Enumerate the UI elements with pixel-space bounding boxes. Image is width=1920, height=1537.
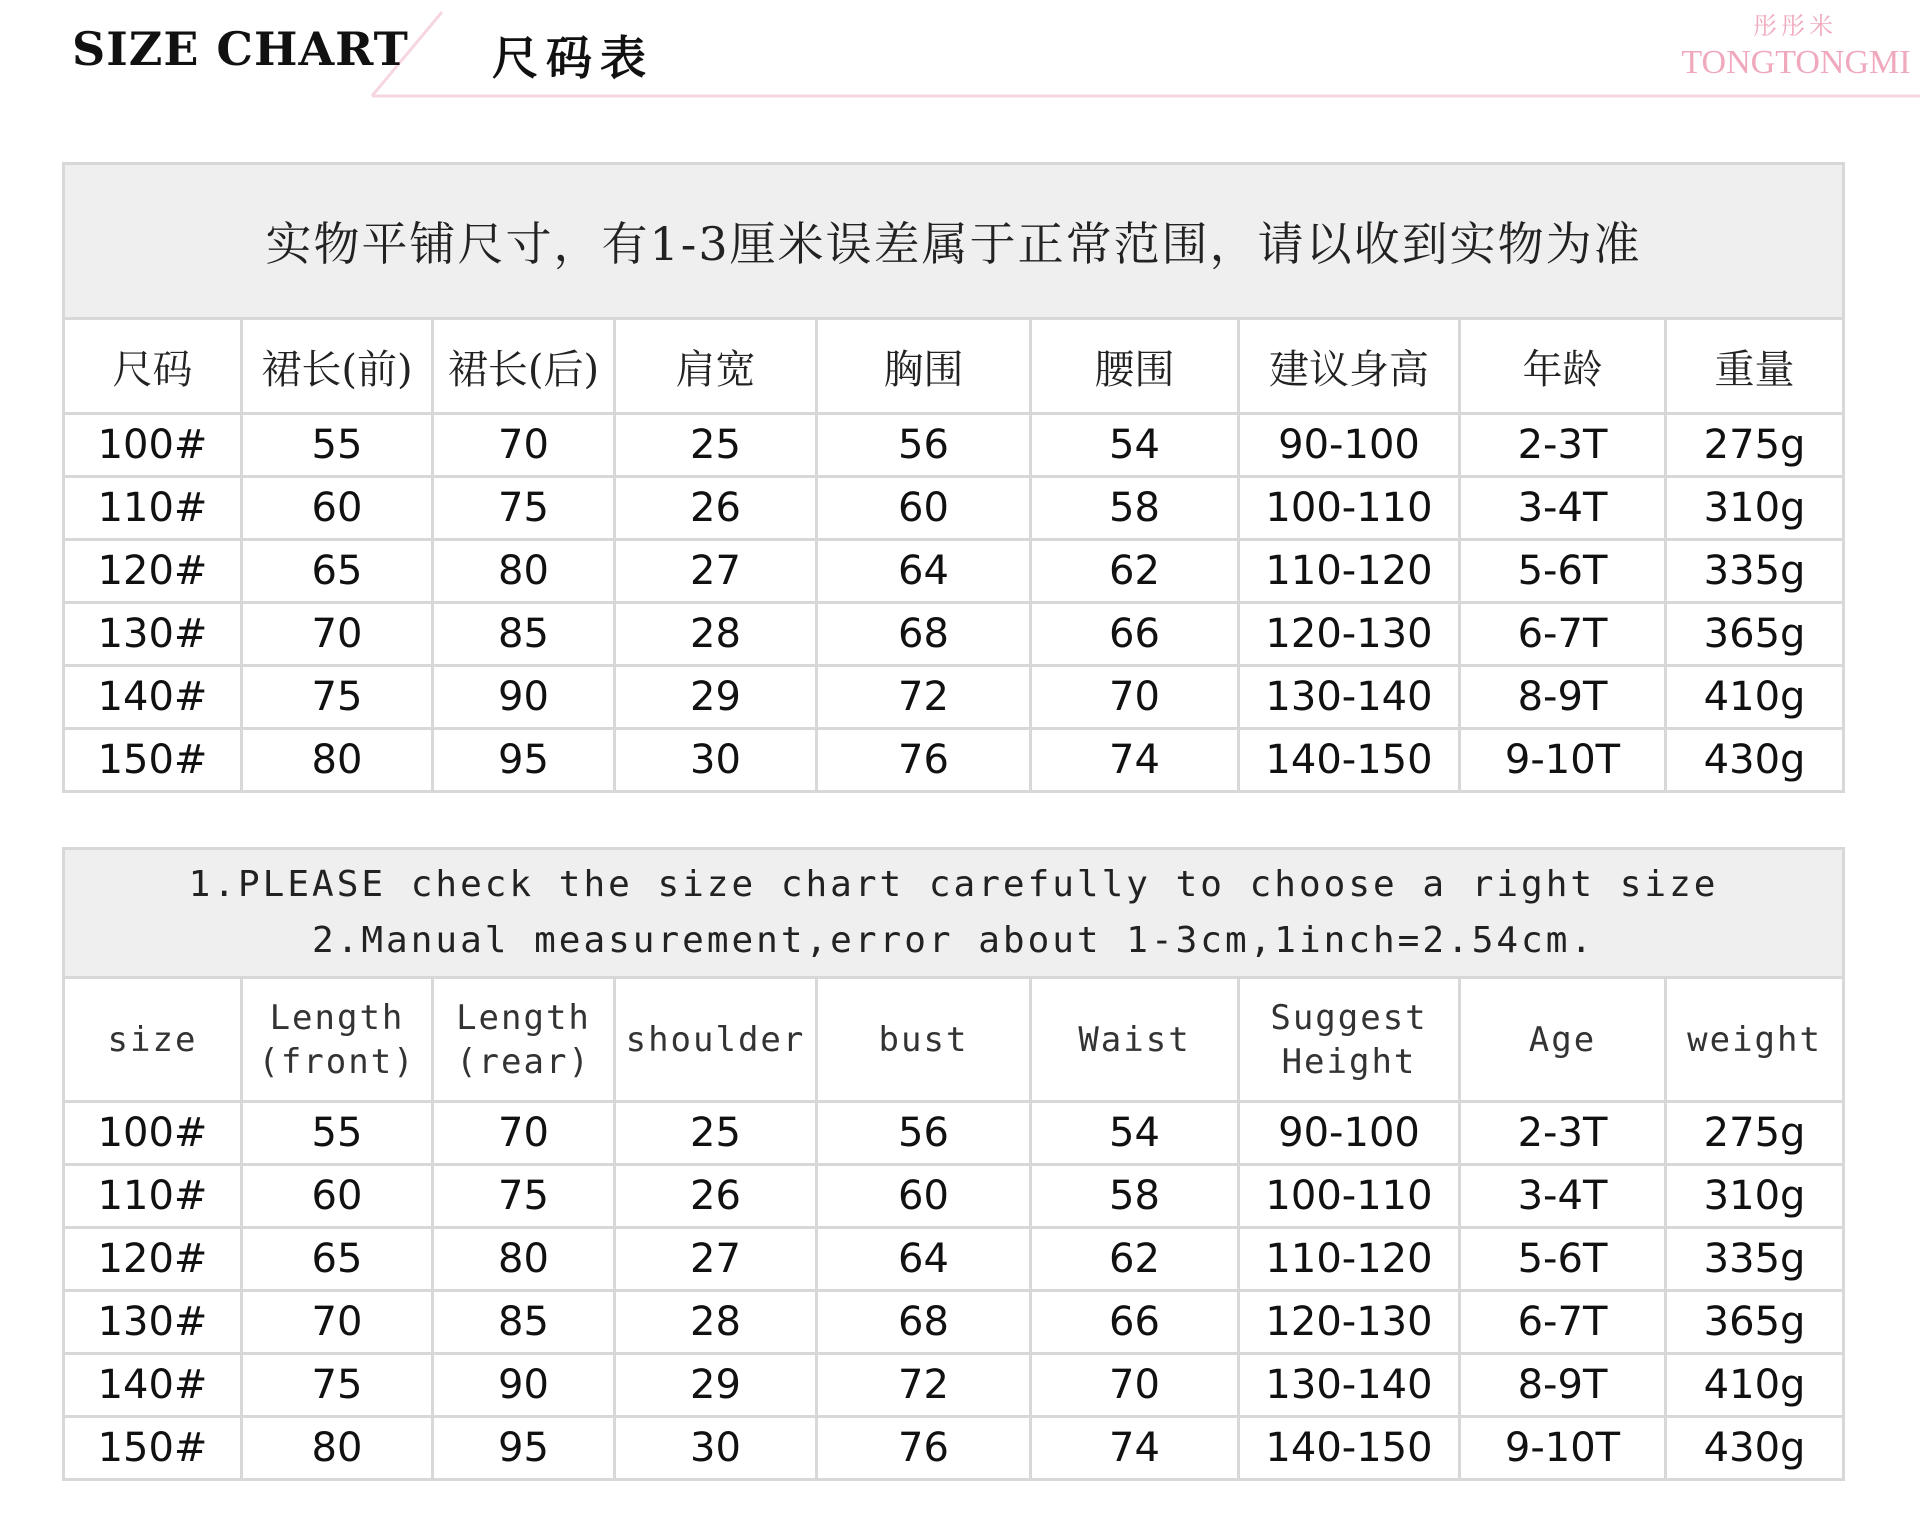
table-cell: 60 (242, 1165, 433, 1228)
table-cell: 110# (64, 1165, 242, 1228)
table-cell: 150# (64, 729, 242, 792)
table-row (64, 477, 1844, 540)
table-cell: 410g (1666, 1354, 1844, 1417)
table-cell: 130-140 (1239, 1354, 1460, 1417)
column-header-line: (rear) (456, 1041, 591, 1082)
table-cell: 30 (615, 1417, 817, 1480)
table-row (64, 540, 1844, 603)
table-cell: 275g (1666, 414, 1844, 477)
column-header-line: Height (1281, 1041, 1417, 1082)
table-cell: 68 (817, 603, 1031, 666)
table-cell: 56 (817, 414, 1031, 477)
column-header-line: Suggest (1270, 997, 1428, 1038)
table-cell: 58 (1031, 1165, 1239, 1228)
table-cell: 70 (433, 414, 615, 477)
size-chart-title: SIZE CHART (72, 22, 409, 76)
table-cell: 70 (1031, 666, 1239, 729)
table-cell: 54 (1031, 1102, 1239, 1165)
table-cell: 68 (817, 1291, 1031, 1354)
table-cell: 6-7T (1460, 1291, 1666, 1354)
column-header (615, 978, 817, 1102)
column-header-line: weight (1687, 1019, 1822, 1060)
table-header-row (64, 978, 1844, 1102)
table-cell: 72 (817, 1354, 1031, 1417)
table-cell: 365g (1666, 1291, 1844, 1354)
table-cell: 26 (615, 477, 817, 540)
table-cell: 29 (615, 666, 817, 729)
table-cell: 25 (615, 1102, 817, 1165)
table-row (64, 1417, 1844, 1480)
size-chart-title-cn: 尺码表 (492, 31, 654, 85)
table-cell: 75 (433, 477, 615, 540)
table-cell: 27 (615, 1228, 817, 1291)
table-cell: 75 (242, 1354, 433, 1417)
column-header (817, 978, 1031, 1102)
table-cell: 55 (242, 1102, 433, 1165)
table-cell: 8-9T (1460, 666, 1666, 729)
table-cell: 80 (433, 540, 615, 603)
table-cell: 130# (64, 603, 242, 666)
table-cell: 310g (1666, 1165, 1844, 1228)
table-cell: 80 (433, 1228, 615, 1291)
column-header (242, 978, 433, 1102)
table-cell: 90 (433, 666, 615, 729)
table-cell: 5-6T (1460, 540, 1666, 603)
note-line-2: 2.Manual measurement,error about 1-3cm,1inch=2.54cm. (312, 920, 1596, 961)
table-row (64, 1354, 1844, 1417)
brand-logo-cn: 彤彤米 (1753, 12, 1837, 40)
table-cell: 54 (1031, 414, 1239, 477)
column-header-line: shoulder (625, 1019, 806, 1060)
table-cell: 70 (433, 1102, 615, 1165)
table-cell: 110-120 (1239, 540, 1460, 603)
table-cell: 410g (1666, 666, 1844, 729)
table-row (64, 414, 1844, 477)
column-header (1460, 978, 1666, 1102)
column-header-line: Length (269, 997, 405, 1038)
table-cell: 140-150 (1239, 729, 1460, 792)
table-cell: 65 (242, 540, 433, 603)
table-row (64, 729, 1844, 792)
column-header-line: Age (1528, 1019, 1597, 1060)
table-cell: 55 (242, 414, 433, 477)
table-cell: 120-130 (1239, 603, 1460, 666)
table-cell: 140# (64, 1354, 242, 1417)
table-cell: 100-110 (1239, 477, 1460, 540)
table-cell: 56 (817, 1102, 1031, 1165)
table-cell: 28 (615, 603, 817, 666)
table-cell: 2-3T (1460, 414, 1666, 477)
table-cell: 60 (817, 477, 1031, 540)
table-cell: 110-120 (1239, 1228, 1460, 1291)
table-cell: 85 (433, 603, 615, 666)
column-header-line: size (107, 1019, 198, 1060)
table-cell: 64 (817, 1228, 1031, 1291)
column-header-line: (front) (258, 1041, 416, 1082)
table-cell: 30 (615, 729, 817, 792)
table-cell: 64 (817, 540, 1031, 603)
size-table-cn (62, 162, 1845, 793)
table-cell: 60 (242, 477, 433, 540)
size-table-en (62, 847, 1845, 1481)
table-cell: 62 (1031, 540, 1239, 603)
table-row (64, 603, 1844, 666)
table-cell: 66 (1031, 603, 1239, 666)
column-header: 肩宽 (615, 319, 817, 414)
table-cell: 365g (1666, 603, 1844, 666)
table-row (64, 1102, 1844, 1165)
table-cell: 100# (64, 414, 242, 477)
table-cell: 140-150 (1239, 1417, 1460, 1480)
table-cell: 100-110 (1239, 1165, 1460, 1228)
table-cell: 26 (615, 1165, 817, 1228)
table-cell: 58 (1031, 477, 1239, 540)
column-header-line: bust (878, 1019, 969, 1060)
table-cell: 275g (1666, 1102, 1844, 1165)
table-row (64, 1228, 1844, 1291)
table-cell: 6-7T (1460, 603, 1666, 666)
column-header (1239, 978, 1460, 1102)
table-cell: 60 (817, 1165, 1031, 1228)
table-cell: 70 (1031, 1354, 1239, 1417)
table-cell: 9-10T (1460, 729, 1666, 792)
column-header (1031, 978, 1239, 1102)
table-cell: 100# (64, 1102, 242, 1165)
table-cell: 65 (242, 1228, 433, 1291)
table-cell: 8-9T (1460, 1354, 1666, 1417)
column-header: 尺码 (64, 319, 242, 414)
table-cell: 90-100 (1239, 414, 1460, 477)
column-header: 裙长(前) (242, 319, 433, 414)
table-cell: 70 (242, 603, 433, 666)
table-cell: 90 (433, 1354, 615, 1417)
table-cell: 430g (1666, 1417, 1844, 1480)
table-cell: 335g (1666, 540, 1844, 603)
table-cell: 9-10T (1460, 1417, 1666, 1480)
table-cell: 76 (817, 729, 1031, 792)
header (0, 0, 1920, 110)
table-cell: 140# (64, 666, 242, 729)
table-cell: 110# (64, 477, 242, 540)
column-header-line: Length (456, 997, 591, 1038)
table-cell: 76 (817, 1417, 1031, 1480)
table-cell: 80 (242, 729, 433, 792)
table-header-row (64, 319, 1844, 414)
column-header: 年龄 (1460, 319, 1666, 414)
column-header (1666, 978, 1844, 1102)
table-cell: 90-100 (1239, 1102, 1460, 1165)
brand-logo-en: TONGTONGMI (1681, 44, 1911, 81)
size-note-cn: 实物平铺尺寸，有1-3厘米误差属于正常范围，请以收到实物为准 (64, 164, 1844, 319)
size-note-en (64, 849, 1844, 978)
table-cell: 74 (1031, 729, 1239, 792)
table-row (64, 1165, 1844, 1228)
table-cell: 130-140 (1239, 666, 1460, 729)
column-header: 建议身高 (1239, 319, 1460, 414)
column-header: 裙长(后) (433, 319, 615, 414)
table-cell: 120# (64, 540, 242, 603)
table-cell: 310g (1666, 477, 1844, 540)
table-cell: 95 (433, 1417, 615, 1480)
table-cell: 120# (64, 1228, 242, 1291)
table-cell: 80 (242, 1417, 433, 1480)
table-cell: 120-130 (1239, 1291, 1460, 1354)
table-cell: 335g (1666, 1228, 1844, 1291)
column-header: 胸围 (817, 319, 1031, 414)
table-row (64, 666, 1844, 729)
column-header (433, 978, 615, 1102)
table-cell: 25 (615, 414, 817, 477)
table-cell: 75 (242, 666, 433, 729)
column-header (64, 978, 242, 1102)
note-line-1: 1.PLEASE check the size chart carefully to choose a right size (188, 864, 1719, 905)
table-cell: 2-3T (1460, 1102, 1666, 1165)
table-cell: 85 (433, 1291, 615, 1354)
table-cell: 66 (1031, 1291, 1239, 1354)
table-cell: 74 (1031, 1417, 1239, 1480)
table-cell: 5-6T (1460, 1228, 1666, 1291)
table-cell: 27 (615, 540, 817, 603)
column-header: 重量 (1666, 319, 1844, 414)
table-cell: 130# (64, 1291, 242, 1354)
table-cell: 70 (242, 1291, 433, 1354)
table-cell: 29 (615, 1354, 817, 1417)
table-cell: 3-4T (1460, 477, 1666, 540)
table-cell: 150# (64, 1417, 242, 1480)
column-header-line: Waist (1078, 1019, 1191, 1060)
table-cell: 430g (1666, 729, 1844, 792)
column-header: 腰围 (1031, 319, 1239, 414)
table-cell: 75 (433, 1165, 615, 1228)
table-cell: 28 (615, 1291, 817, 1354)
table-cell: 62 (1031, 1228, 1239, 1291)
table-cell: 95 (433, 729, 615, 792)
table-cell: 72 (817, 666, 1031, 729)
table-row (64, 1291, 1844, 1354)
table-cell: 3-4T (1460, 1165, 1666, 1228)
